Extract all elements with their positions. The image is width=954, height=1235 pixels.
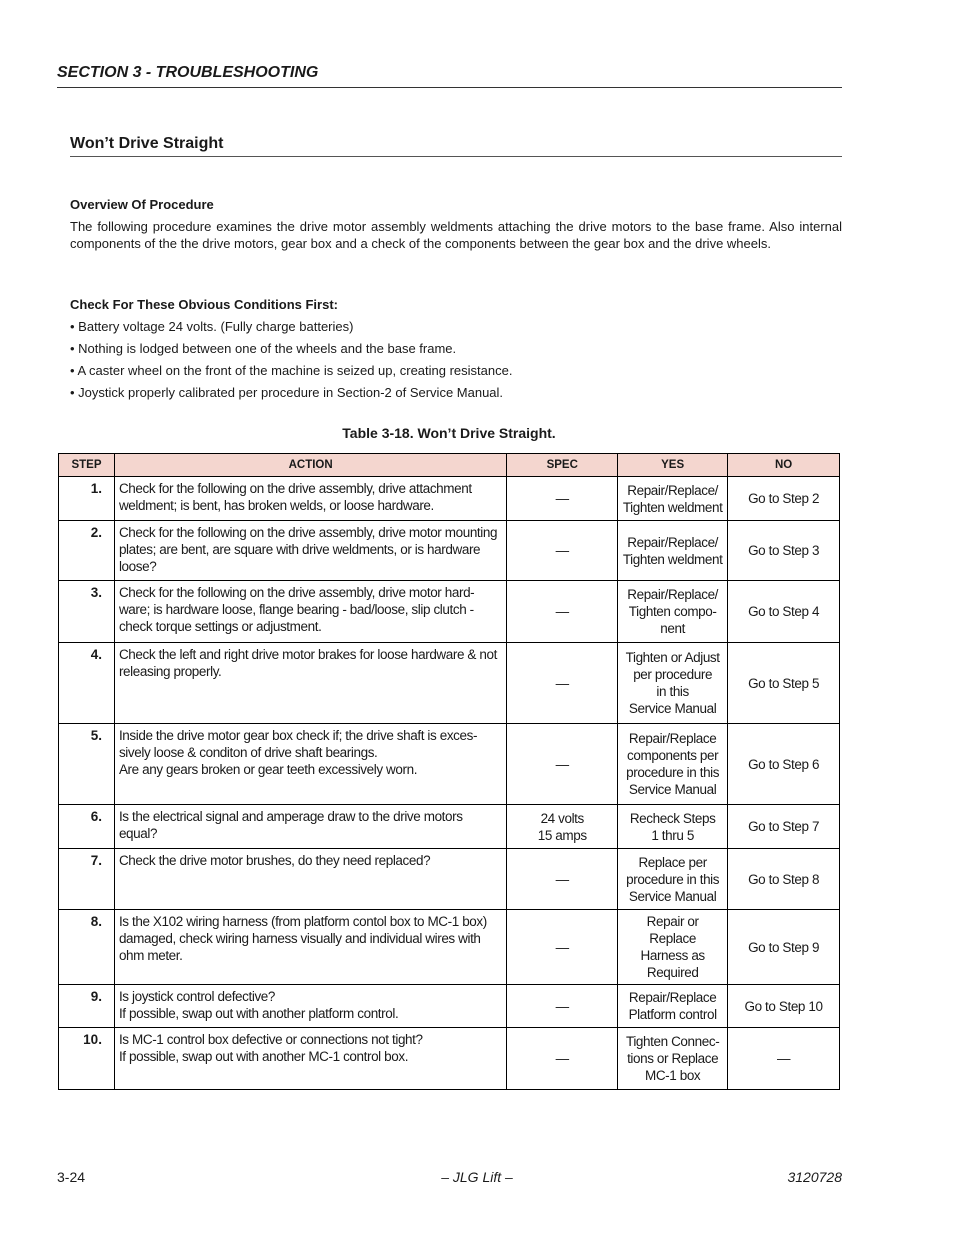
action-text: Check for the following on the drive assembly, drive motor hard- ware; is hardware loose, flange bearing - bad/loose, slip clutch - check torque settings or adjustment. — [114, 581, 506, 643]
table-row — [59, 805, 840, 849]
troubleshooting-table — [58, 453, 840, 1090]
yes-action: Recheck Steps 1 thru 5 — [618, 805, 728, 849]
spec-value: — — [507, 849, 618, 910]
list-item: • Nothing is lodged between one of the wheels and the base frame. — [70, 341, 457, 356]
spec-value: — — [507, 1028, 618, 1090]
spec-value: — — [507, 477, 618, 521]
column-header-spec: SPEC — [507, 454, 618, 477]
step-number: 5. — [59, 724, 115, 805]
spec-value: — — [507, 910, 618, 985]
table-caption: Table 3-18. Won’t Drive Straight. — [342, 425, 556, 441]
no-action: Go to Step 5 — [728, 643, 840, 724]
spec-value: — — [507, 985, 618, 1028]
yes-action: Tighten Connec- tions or Replace MC-1 box — [618, 1028, 728, 1090]
yes-action: Repair/Replace/ Tighten compo- nent — [618, 581, 728, 643]
no-action: Go to Step 10 — [728, 985, 840, 1028]
action-text: Is MC-1 control box defective or connections not tight? If possible, swap out with another MC-1 control box. — [114, 1028, 506, 1090]
action-text: Check for the following on the drive assembly, drive attachment weldment; is bent, has broken welds, or loose hardware. — [114, 477, 506, 521]
step-number: 2. — [59, 521, 115, 581]
list-item: • Joystick properly calibrated per procedure in Section-2 of Service Manual. — [70, 385, 504, 400]
spec-value: 24 volts 15 amps — [507, 805, 618, 849]
no-action: Go to Step 3 — [728, 521, 840, 581]
footer-page-number: 3-24 — [57, 1169, 86, 1185]
no-action: Go to Step 6 — [728, 724, 840, 805]
column-header-no: NO — [728, 454, 840, 477]
step-number: 8. — [59, 910, 115, 985]
checks-heading: Check For These Obvious Conditions First: — [70, 297, 338, 312]
column-header-action: ACTION — [114, 454, 506, 477]
action-text: Inside the drive motor gear box check if; the drive shaft is exces- sively loose & conditon of drive shaft bearings. Are any gears broken or gear teeth excessively worn. — [114, 724, 506, 805]
page-title: Won’t Drive Straight — [70, 135, 842, 157]
action-text: Is joystick control defective? If possible, swap out with another platform control. — [114, 985, 506, 1028]
table-row — [59, 910, 840, 985]
step-number: 6. — [59, 805, 115, 849]
overview-body: The following procedure examines the drive motor assembly weldments attaching the drive motors to the base frame. Also internal components of the the drive motors, gear box and a check of the components between the gear box and the drive wheels. — [70, 219, 842, 251]
yes-action: Repair/Replace components per procedure in this Service Manual — [618, 724, 728, 805]
yes-action: Repair/Replace/ Tighten weldment — [618, 521, 728, 581]
footer-doc-number: 3120728 — [787, 1169, 842, 1185]
no-action: Go to Step 4 — [728, 581, 840, 643]
table-row — [59, 477, 840, 521]
action-text: Check the drive motor brushes, do they need replaced? — [114, 849, 506, 910]
step-number: 9. — [59, 985, 115, 1028]
table-row — [59, 581, 840, 643]
yes-action: Repair/Replace/ Tighten weldment — [618, 477, 728, 521]
action-text: Is the electrical signal and amperage draw to the drive motors equal? — [114, 805, 506, 849]
no-action: Go to Step 7 — [728, 805, 840, 849]
checks-list — [70, 318, 842, 406]
list-item: • A caster wheel on the front of the machine is seized up, creating resistance. — [70, 363, 513, 378]
table-row — [59, 724, 840, 805]
step-number: 7. — [59, 849, 115, 910]
spec-value: — — [507, 581, 618, 643]
step-number: 3. — [59, 581, 115, 643]
yes-action: Tighten or Adjust per procedure in this Service Manual — [618, 643, 728, 724]
table-row — [59, 849, 840, 910]
column-header-step: STEP — [59, 454, 115, 477]
action-text: Is the X102 wiring harness (from platform contol box to MC-1 box) damaged, check wiring harness visually and individual wires with ohm meter. — [114, 910, 506, 985]
section-header — [57, 64, 842, 88]
step-number: 10. — [59, 1028, 115, 1090]
column-header-yes: YES — [618, 454, 728, 477]
spec-value: — — [507, 724, 618, 805]
no-action: Go to Step 9 — [728, 910, 840, 985]
table-row — [59, 521, 840, 581]
spec-value: — — [507, 643, 618, 724]
action-text: Check for the following on the drive assembly, drive motor mounting plates; are bent, are square with drive weldments, or is hardware loose? — [114, 521, 506, 581]
no-action: — — [728, 1028, 840, 1090]
table-header-row — [59, 454, 840, 477]
overview-heading: Overview Of Procedure — [70, 197, 214, 212]
section-title: SECTION 3 - TROUBLESHOOTING — [57, 64, 319, 81]
table-row — [59, 985, 840, 1028]
yes-action: Replace per procedure in this Service Manual — [618, 849, 728, 910]
yes-action: Repair or Replace Harness as Required — [618, 910, 728, 985]
table-row — [59, 1028, 840, 1090]
action-text: Check the left and right drive motor brakes for loose hardware & not releasing properly. — [114, 643, 506, 724]
table-row — [59, 643, 840, 724]
no-action: Go to Step 8 — [728, 849, 840, 910]
yes-action: Repair/Replace Platform control — [618, 985, 728, 1028]
step-number: 4. — [59, 643, 115, 724]
no-action: Go to Step 2 — [728, 477, 840, 521]
step-number: 1. — [59, 477, 115, 521]
list-item: • Battery voltage 24 volts. (Fully charge batteries) — [70, 319, 354, 334]
spec-value: — — [507, 521, 618, 581]
footer-center-text: – JLG Lift – — [441, 1169, 513, 1185]
